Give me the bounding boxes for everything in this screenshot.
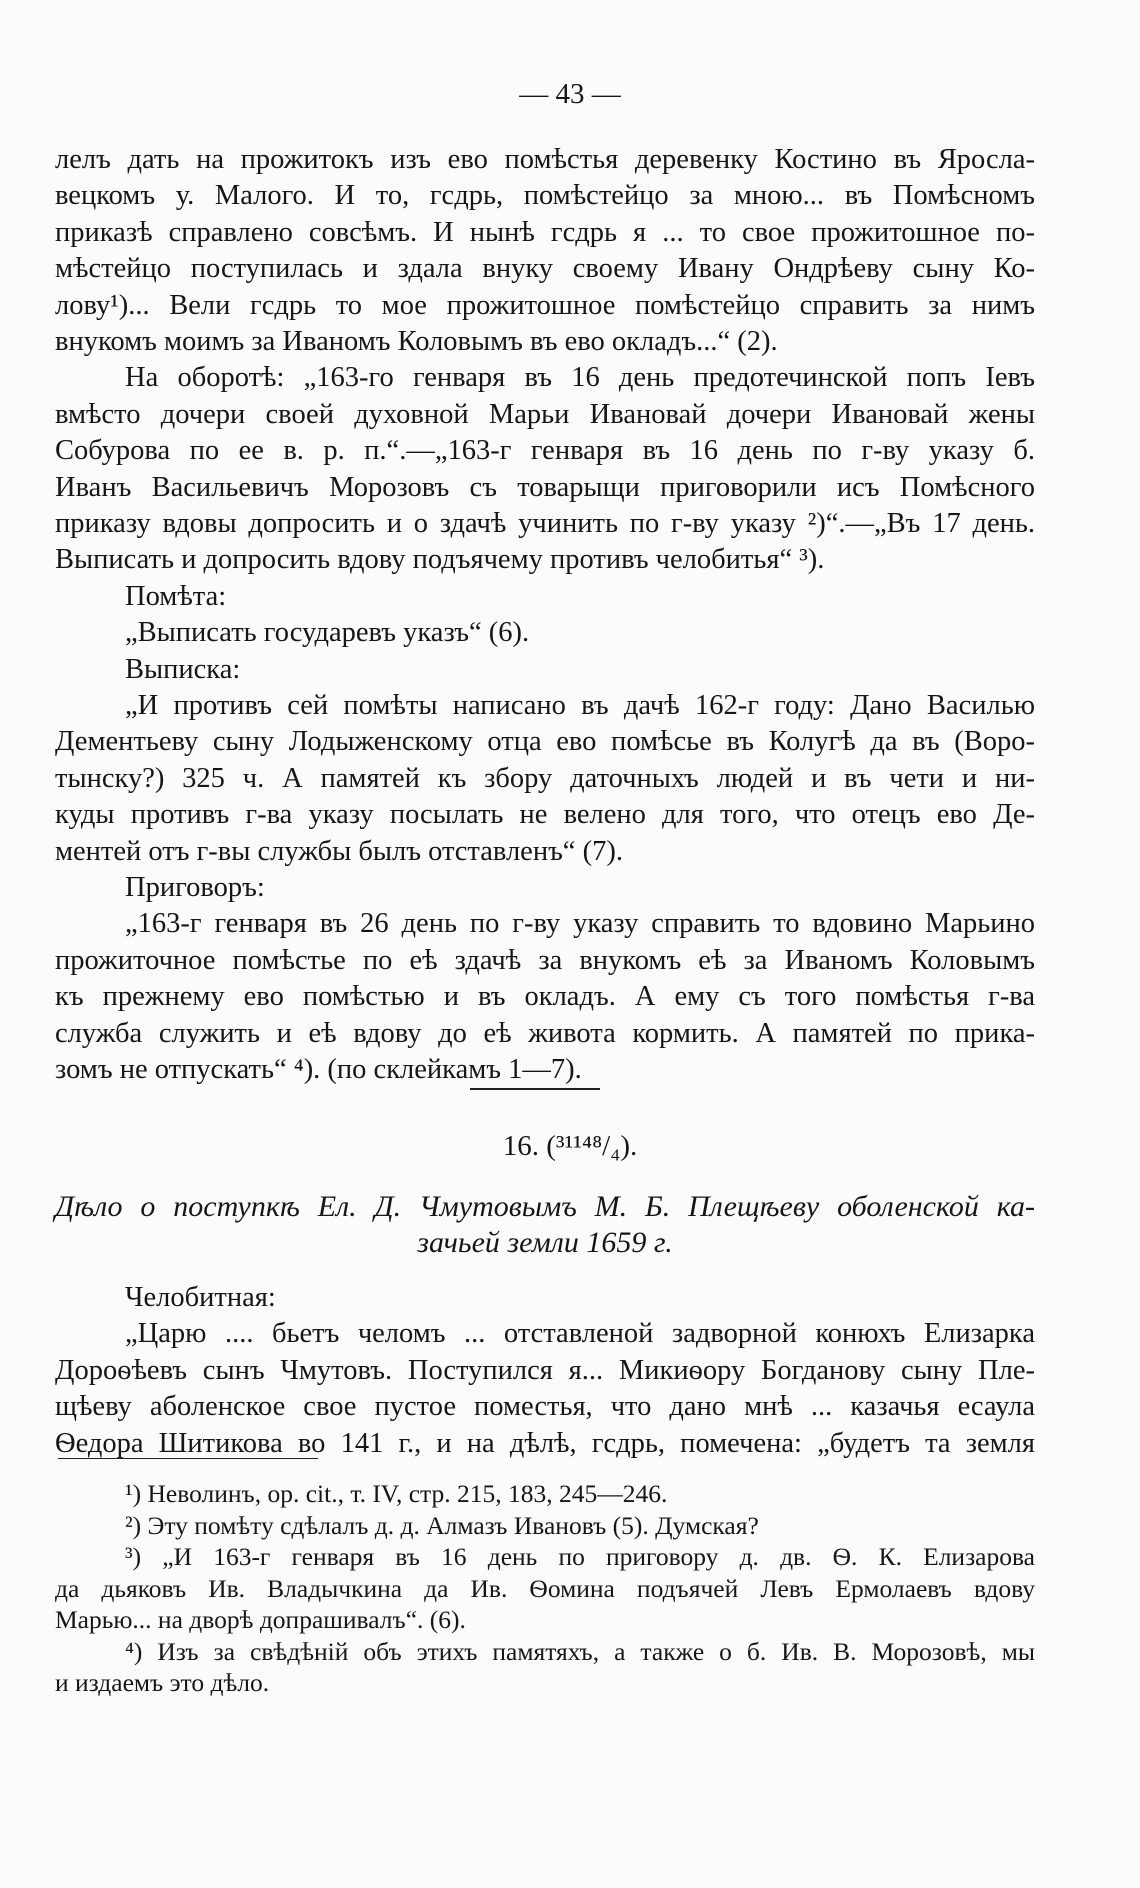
text-line: Выписать и допросить вдову подъячему противъ челобитья“ ³). [55,544,825,576]
text-line: лову¹)... Вели гсдрь то мое прожитошное помѣстейцо справить за нимъ [55,289,1035,321]
text-line: Помѣта: [125,580,227,612]
text-line: внукомъ моимъ за Иваномъ Коловымъ въ ево окладъ...“ (2). [55,326,778,357]
text-line: Собурова по ее в. р. п.“.—„163-г генваря въ 16 день по г-ву указу б. [55,435,1035,467]
text-line: Челобитная: [125,1282,276,1313]
archive-reference: (³¹¹⁴⁸/₄). [546,1130,638,1162]
text-line: лелъ дать на прожитокъ изъ ево помѣстья деревенку Костино въ Яросла- [55,144,1035,175]
text-line: „163-г генваря въ 26 день по г-ву указу справить то вдовино Марьино [125,908,1035,940]
text-line: тынску?) 325 ч. А памятей къ збору даточныхъ людей и въ чети и ни- [55,762,1035,794]
text-line: „И противъ сей помѣты написано въ дачѣ 162-г году: Дано Василью [125,690,1035,721]
text-line: къ прежнему ево помѣстью и въ окладъ. А ему съ того помѣстья г-ва [55,981,1035,1013]
text-line: куды противъ г-ва указу посылать не велено для того, что отецъ ево Де- [55,799,1035,831]
text-line: ментей отъ г-вы службы былъ отставленъ“ (7). [55,835,623,867]
title-line: Дѣло о поступкѣ Ел. Д. Чмутовымъ М. Б. Плещѣеву оболенской ка- [55,1190,1035,1223]
section-divider [470,1088,600,1090]
text-line: приказу вдовы допросить и о здачѣ учинить по г-ву указу ²)“.—„Въ 17 день. [55,508,1035,539]
text-line: вмѣсто дочери своей духовной Марьи Ивановай дочери Ивановай жены [55,398,1035,430]
text-line: Дементьеву сыну Лодыженскому отца ево помѣсье въ Колугѣ да въ (Воро- [55,726,1035,758]
text-line: прожиточное помѣстье по еѣ здачѣ за внукомъ еѣ за Иваномъ Коловымъ [55,944,1035,976]
text-line: зомъ не отпускать“ ⁴). (по склейкамъ 1—7). [55,1054,582,1085]
text-line: служба служить и еѣ вдову до еѣ живота кормить. А памятей по прика- [55,1017,1035,1049]
text-line: „Выписать государевъ указъ“ (6). [125,617,530,649]
page-number: — 43 — [519,78,621,110]
text-line: Приговоръ: [125,872,265,903]
text-line: Иванъ Васильевичъ Морозовъ съ товарыщи приговорили исъ Помѣсного [55,471,1035,503]
footnote-line: ²) Эту помѣту сдѣлалъ д. д. Алмазъ Ивановъ (5). Думская? [125,1510,759,1540]
footnote-line: ³) „И 163-г генваря въ 16 день по приговору д. дв. Ѳ. К. Елизарова [125,1542,1035,1571]
text-line: На оборотѣ: „163-го генваря въ 16 день предотечинской попъ Іевъ [125,362,1035,394]
text-line: Дороѳѣевъ сынъ Чмутовъ. Поступился я... Микиѳору Богданову сыну Пле- [55,1354,1035,1386]
footnote-line: ⁴) Изъ за свѣдѣній объ этихъ памятяхъ, а также о б. Ив. В. Морозовѣ, мы [125,1636,1035,1666]
text-line: „Царю .... бьетъ челомъ ... отставленой задворной конюхъ Елизарка [125,1318,1035,1350]
footnote-line: да дьяковъ Ив. Владычкина да Ив. Ѳомина подъячей Левъ Ермолаевъ вдову [55,1573,1035,1603]
text-line: щѣеву аболенское свое пустое поместья, что дано мнѣ ... казачья есаула [55,1391,1035,1423]
text-line: Ѳедора Шитикова во 141 г., и на дѣлѣ, гсдрь, помечена: „будетъ та земля [55,1427,1035,1459]
text-line: Выписка: [125,653,241,685]
text-line: приказѣ справлено совсѣмъ. И нынѣ гсдрь я ... то свое прожитошное по- [55,216,1035,248]
text-line: вецкомъ у. Малого. И то, гсдрь, помѣстейцо за мною... въ Помѣсномъ [55,180,1035,212]
section-number: 16. [502,1130,539,1162]
footnote-line: и издаемъ это дѣло. [55,1668,270,1697]
title-line: зачьей земли 1659 г. [417,1226,673,1259]
text-line: мѣстейцо поступилась и здала внуку своему Ивану Ондрѣеву сыну Ко- [55,253,1035,285]
footnote-line: ¹) Неволинъ, op. cit., т. IV, стр. 215, 183, 245—246. [125,1479,668,1508]
footnote-line: Марью... на дворѣ допрашивалъ“. (6). [55,1605,466,1634]
footnote-divider [58,1458,318,1459]
section-heading [0,1130,1140,1163]
